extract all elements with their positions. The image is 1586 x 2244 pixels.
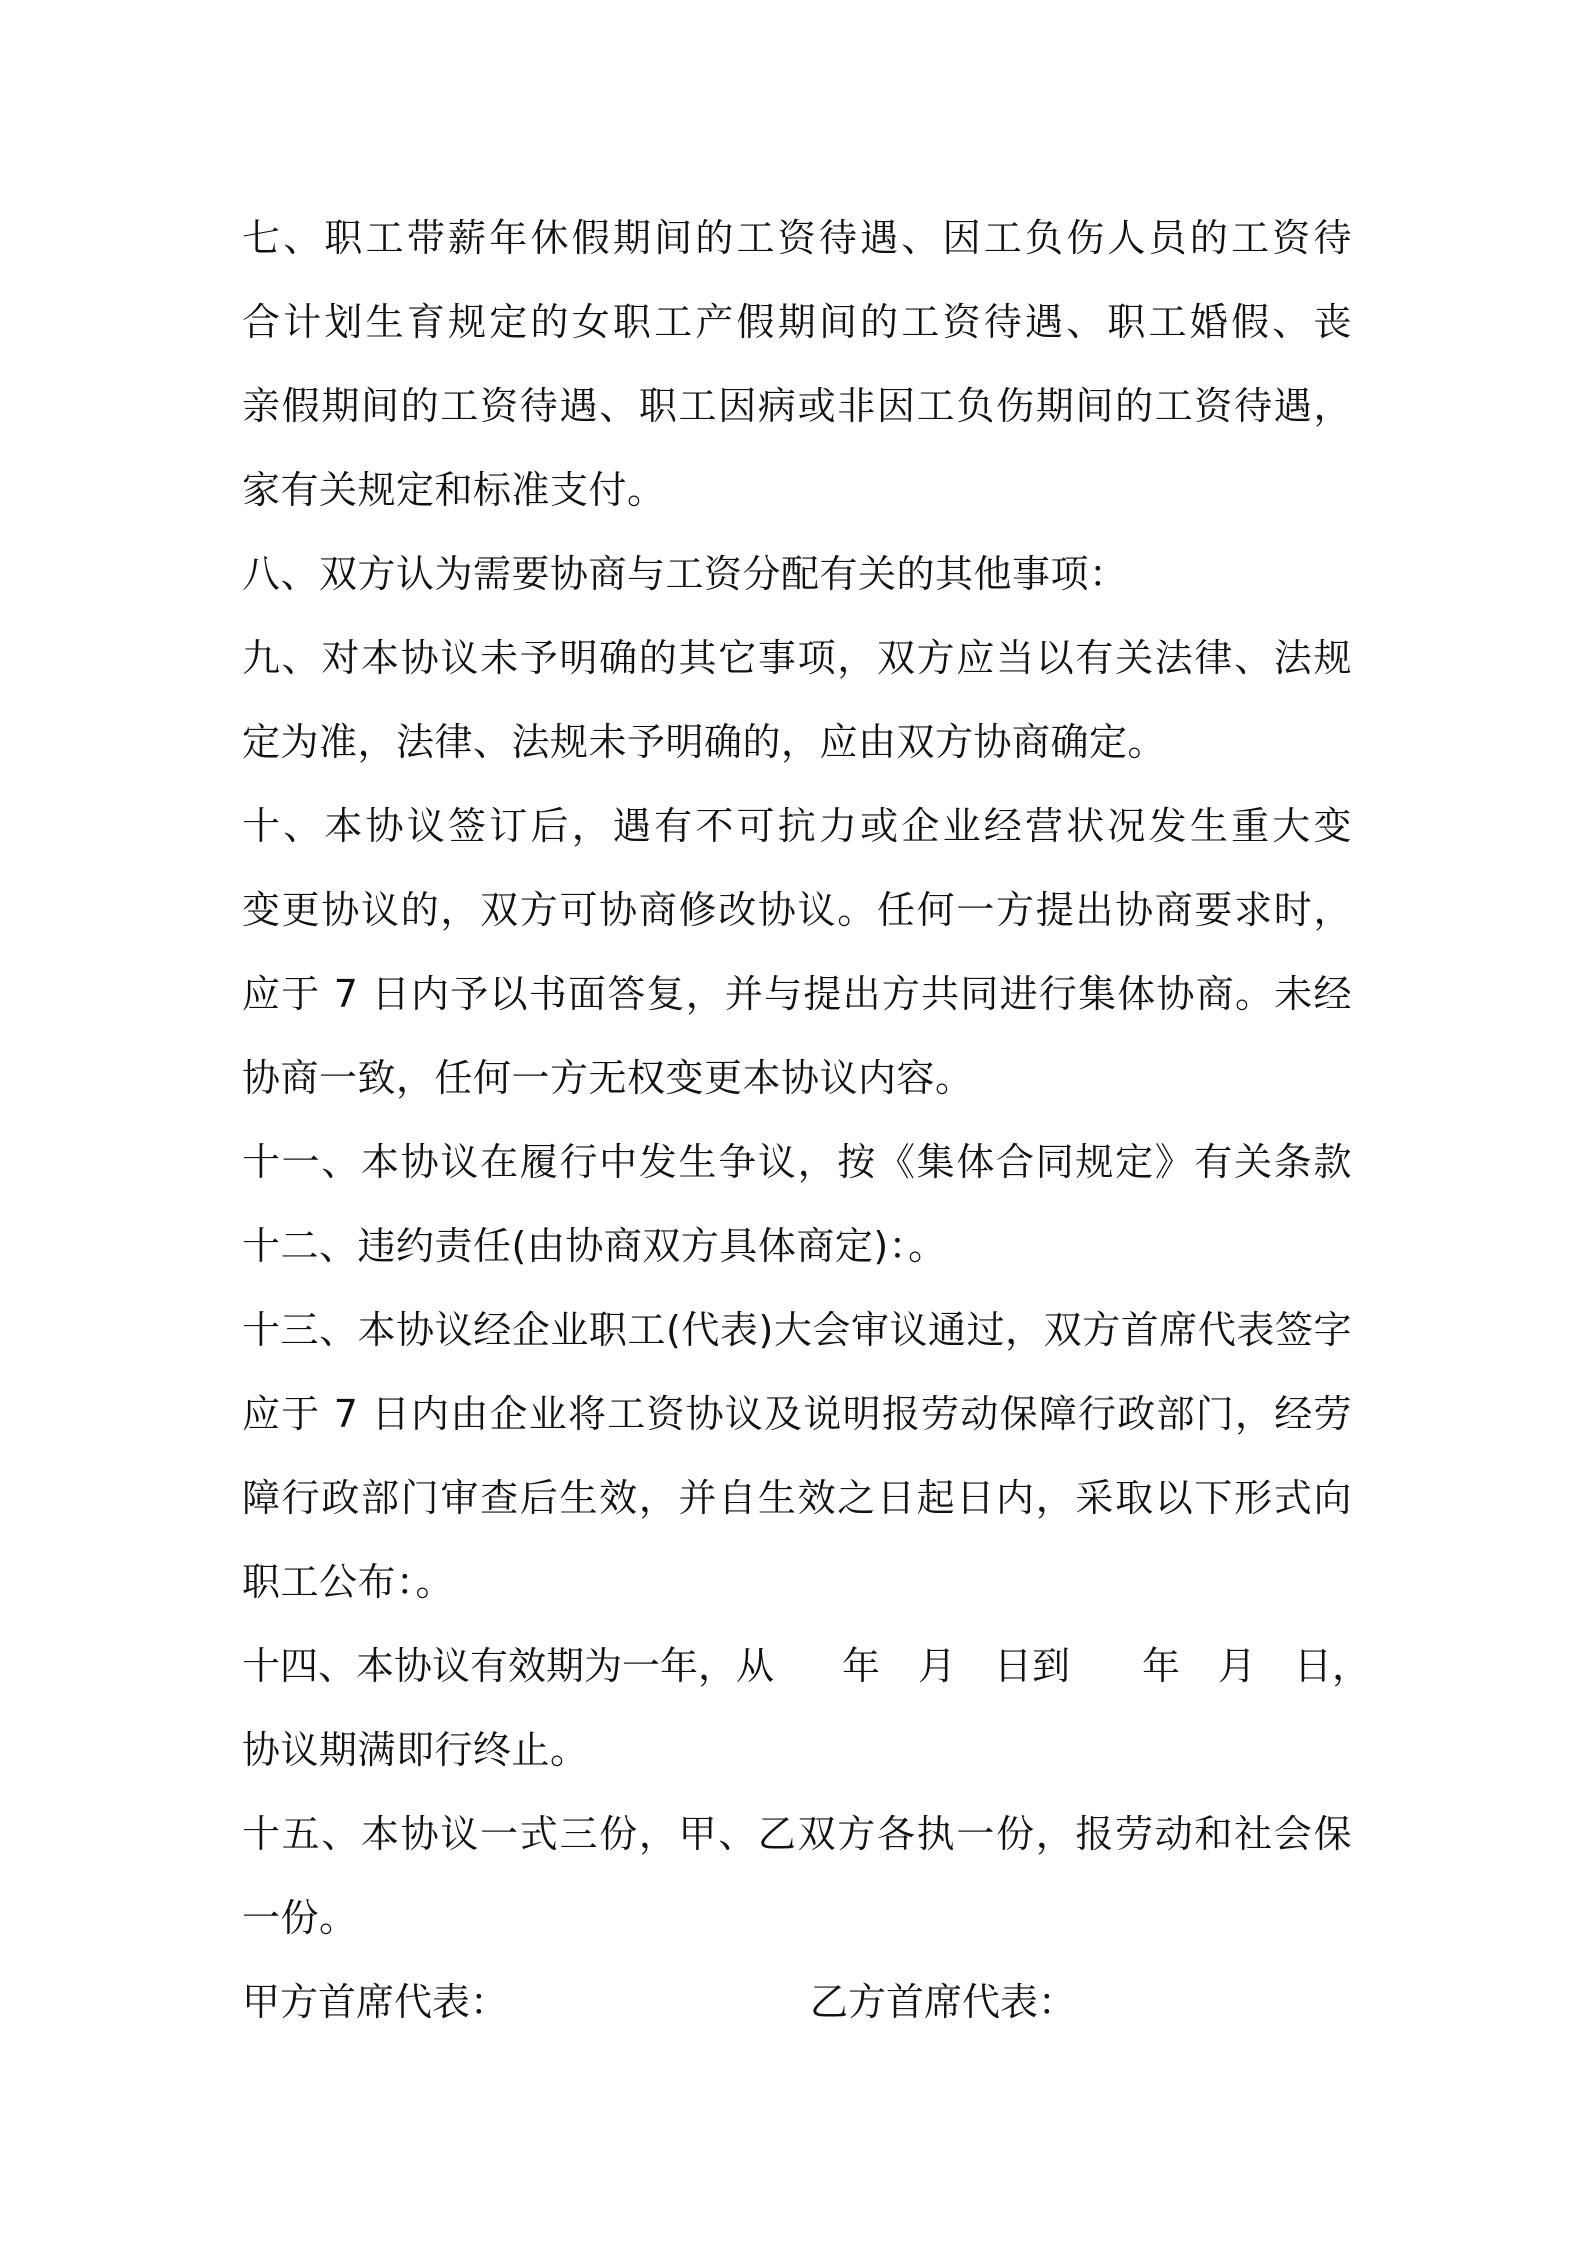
- agreement-term-line: [242, 1624, 1371, 1708]
- document-body: [242, 196, 1371, 2044]
- paragraph-line: 十二、违约责任(由协商双方具体商定)：。: [242, 1224, 947, 1268]
- term-day-2: 日，: [1294, 1644, 1371, 1688]
- paragraph-line: 家有关规定和标准支付。: [242, 468, 666, 512]
- signature-line: [242, 1960, 1352, 2044]
- paragraph-line: 十三、本协议经企业职工(代表)大会审议通过，双方首席代表签字: [242, 1308, 1352, 1352]
- term-month-2: 月: [1218, 1644, 1257, 1688]
- paragraph-line: 定为准，法律、法规未予明确的，应由双方协商确定。: [242, 720, 1167, 764]
- paragraph-line: 障行政部门审查后生效，并自生效之日起日内，采取以下形式向: [242, 1476, 1352, 1520]
- paragraph-line: 九、对本协议未予明确的其它事项，双方应当以有关法律、法规: [242, 636, 1352, 680]
- paragraph-line: 十一、本协议在履行中发生争议，按《集体合同规定》有关条款: [242, 1140, 1352, 1184]
- term-month-1: 月: [918, 1644, 957, 1688]
- paragraph-line: 十、本协议签订后，遇有不可抗力或企业经营状况发生重大变: [242, 804, 1352, 848]
- paragraph-line: 七、职工带薪年休假期间的工资待遇、因工负伤人员的工资待: [242, 216, 1352, 260]
- paragraph-line: 应于 7 日内予以书面答复，并与提出方共同进行集体协商。未经: [242, 972, 1352, 1016]
- term-day-1: 日到: [994, 1644, 1071, 1688]
- party-a-signature-label: 甲方首席代表：: [242, 1980, 509, 2024]
- paragraph-line: 八、双方认为需要协商与工资分配有关的其他事项：: [242, 552, 1128, 596]
- term-year-1: 年: [842, 1644, 881, 1688]
- paragraph-line: 职工公布：。: [242, 1560, 455, 1604]
- paragraph-line: 协议期满即行终止。: [242, 1728, 589, 1772]
- paragraph-line: 协商一致，任何一方无权变更本协议内容。: [242, 1056, 974, 1100]
- paragraph-line: 一份。: [242, 1896, 358, 1940]
- paragraph-line: 合计划生育规定的女职工产假期间的工资待遇、职工婚假、丧: [242, 300, 1352, 344]
- paragraph-line: 十五、本协议一式三份，甲、乙双方各执一份，报劳动和社会保: [242, 1812, 1352, 1856]
- party-b-signature-label: 乙方首席代表：: [810, 1980, 1077, 2024]
- paragraph-line: 亲假期间的工资待遇、职工因病或非因工负伤期间的工资待遇，: [242, 384, 1352, 428]
- term-year-2: 年: [1142, 1644, 1181, 1688]
- term-prefix: 十四、本协议有效期为一年，从: [242, 1644, 775, 1688]
- paragraph-line: 应于 7 日内由企业将工资协议及说明报劳动保障行政部门，经劳: [242, 1392, 1352, 1436]
- paragraph-line: 变更协议的，双方可协商修改协议。任何一方提出协商要求时，: [242, 888, 1352, 932]
